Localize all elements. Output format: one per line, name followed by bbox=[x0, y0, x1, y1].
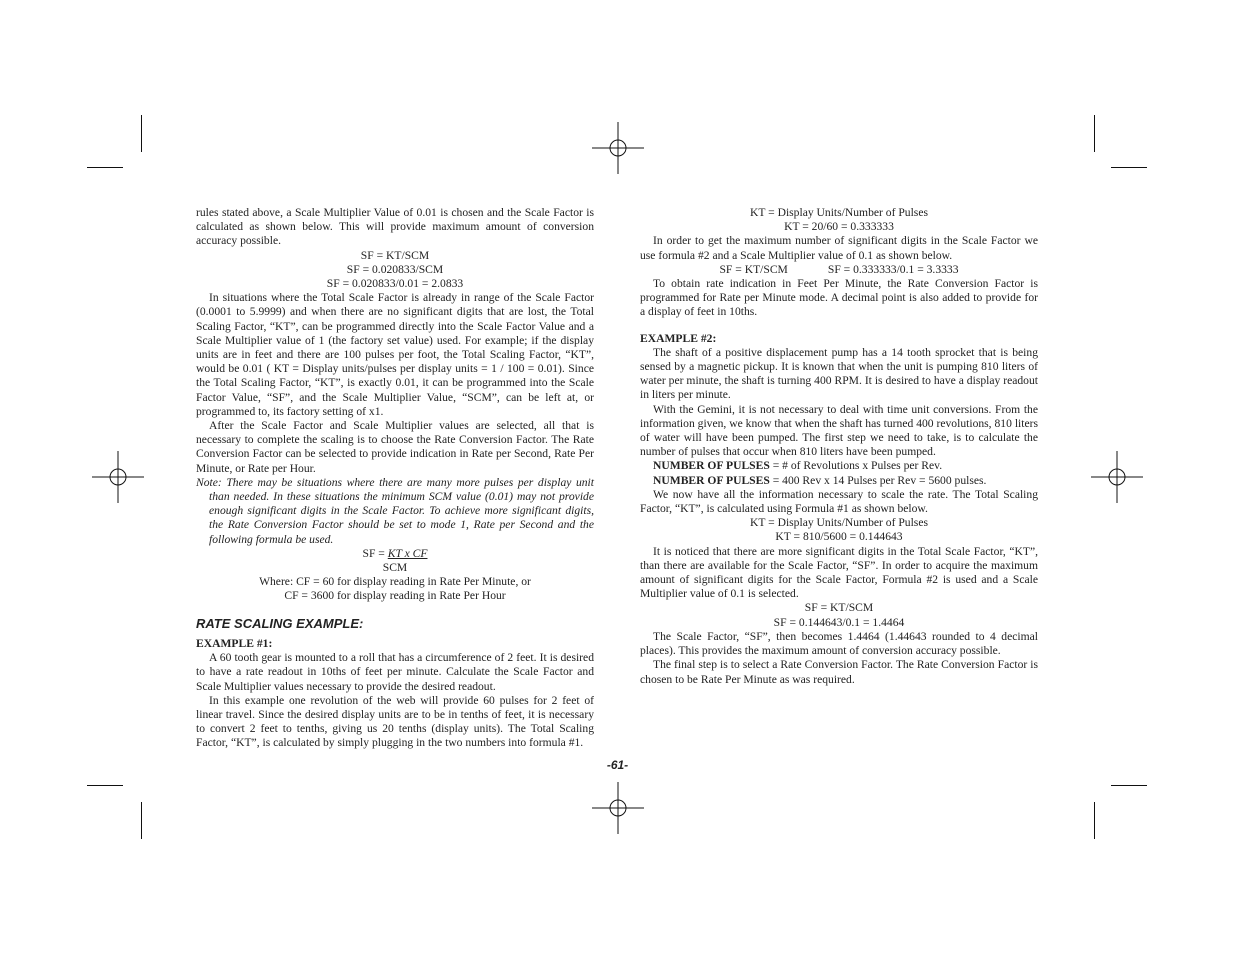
pulses-label: NUMBER OF PULSES bbox=[653, 473, 770, 487]
formula-line: SF = 0.020833/0.01 = 2.0833 bbox=[326, 277, 464, 291]
crop-mark-top-left-v bbox=[141, 115, 142, 152]
paragraph: To obtain rate indication in Feet Per Minute, the Rate Conversion Factor is programmed for Rate per Minute mode. A decimal point is also added to provide for a display of feet in 10ths. bbox=[640, 277, 1038, 319]
paragraph: The shaft of a positive displacement pump has a 14 tooth sprocket that is being sensed by a magnetic pickup. It is known that when the unit is pumping 810 liters of water per minute, the shaft is turning 400 RPM. It is desired to have a display readout in liters per minute. bbox=[640, 345, 1038, 402]
note: Note: There may be situations where there are many more pulses per display unit than needed. In these situations the minimum SCM value (0.01) may not provide enough significant digits in the Scale Factor. To achieve more significant digits, the Rate Conversion Factor should be set to mode 1, Rate per Second and the following formula be used. bbox=[196, 475, 594, 546]
crop-mark-top-right-h bbox=[1111, 167, 1147, 168]
crop-mark-bottom-right-v bbox=[1094, 802, 1095, 839]
formula-line: SF = KT/SCM bbox=[804, 601, 874, 615]
paragraph: After the Scale Factor and Scale Multiplier values are selected, all that is necessary to complete the scaling is to choose the Rate Conversion Factor. The Rate Conversion Factor can be selected to provide indication in Rate per Second, Rate Per Minute, or Rate per Hour. bbox=[196, 419, 594, 475]
formula-line: KT = 20/60 = 0.333333 bbox=[784, 220, 894, 234]
paragraph: It is noticed that there are more significant digits in the Total Scale Factor, “KT”, than there are available for the Scale Factor, “SF”. In order to acquire the maximum amount of significant digits for the Scale Factor, Formula #2 is used and a Scale Multiplier value of 0.1 is selected. bbox=[640, 544, 1038, 601]
paragraph: The final step is to select a Rate Conversion Factor. The Rate Conversion Factor is chosen to be Rate Per Minute as was required. bbox=[640, 658, 1038, 686]
paragraph: In situations where the Total Scale Factor is already in range of the Scale Factor (0.0001 to 5.9999) and when there are no significant digits that are lost, the Total Scaling Factor, “KT”, can be programmed directly into the Scale Factor Value and a Scale Multiplier value of 1 (the factory set value) used. For example; if the display units are in feet and there are 100 pulses per foot, the Total Scaling Factor, “KT”, would be 0.01 ( KT = Display units/pulses per display units = 1 / 100 = 0.01). Since the Total Scaling Factor, “KT”, is exactly 0.01, it can be programmed into the Scale Factor Value, “SF”, and the Scale Multiplier Value, “SCM”, can be left at, or programmed to, its factory setting of x1. bbox=[196, 291, 594, 418]
right-column bbox=[640, 206, 1038, 687]
pulses-line bbox=[640, 474, 1038, 488]
formula-part: SF = 0.333333/0.1 = 3.3333 bbox=[827, 262, 959, 276]
pulses-line bbox=[640, 459, 1038, 473]
registration-mark-left-icon bbox=[92, 451, 144, 503]
formula-numerator: KT x CF bbox=[387, 546, 428, 560]
formula-line bbox=[640, 263, 1038, 277]
left-column bbox=[196, 206, 594, 751]
example-heading: EXAMPLE #2: bbox=[640, 331, 717, 345]
formula-denominator: SCM bbox=[382, 561, 408, 575]
registration-mark-right-icon bbox=[1091, 451, 1143, 503]
crop-mark-bottom-left-v bbox=[141, 802, 142, 839]
formula-line: Where: CF = 60 for display reading in Rate Per Minute, or bbox=[259, 575, 531, 589]
page-number: -61- bbox=[606, 758, 629, 772]
crop-mark-top-right-v bbox=[1094, 115, 1095, 152]
formula-line: KT = Display Units/Number of Pulses bbox=[750, 516, 928, 530]
registration-mark-top-icon bbox=[592, 122, 644, 174]
section-heading: RATE SCALING EXAMPLE: bbox=[196, 615, 364, 631]
formula-prefix: SF = bbox=[362, 546, 388, 560]
paragraph: We now have all the information necessary to scale the rate. The Total Scaling Factor, “KT”, is calculated using Formula #1 as shown below. bbox=[640, 487, 1038, 516]
crop-mark-bottom-right-h bbox=[1111, 785, 1147, 786]
formula-line: SF = KT/SCM bbox=[360, 248, 430, 262]
registration-mark-bottom-icon bbox=[592, 782, 644, 834]
paragraph: A 60 tooth gear is mounted to a roll that has a circumference of 2 feet. It is desired to have a rate readout in 10ths of feet per minute. Calculate the Scale Factor and Scale Multiplier values necessary to provide the desired readout. bbox=[196, 651, 594, 693]
paragraph: With the Gemini, it is not necessary to deal with time unit conversions. From the information given, we know that when the shaft has turned 400 revolutions, 810 liters of water will have been pumped. The first step we need to take, is to calculate the number of pulses that occur when 810 liters have been pumped. bbox=[640, 402, 1038, 459]
pulses-label: NUMBER OF PULSES bbox=[653, 459, 770, 473]
paragraph: In order to get the maximum number of significant digits in the Scale Factor we use formula #2 and a Scale Multiplier value of 0.1 as shown below. bbox=[640, 234, 1038, 262]
formula-line: SF = 0.144643/0.1 = 1.4464 bbox=[773, 615, 905, 629]
formula-line: KT = 810/5600 = 0.144643 bbox=[775, 530, 903, 544]
paragraph: The Scale Factor, “SF”, then becomes 1.4464 (1.44643 rounded to 4 decimal places). This provides the maximum amount of conversion accuracy possible. bbox=[640, 629, 1038, 658]
crop-mark-top-left-h bbox=[87, 167, 123, 168]
formula-part: SF = KT/SCM bbox=[719, 262, 788, 276]
paragraph: rules stated above, a Scale Multiplier Value of 0.01 is chosen and the Scale Factor is calculated as shown below. This will provide maximum amount of conversion accuracy possible. bbox=[196, 206, 594, 248]
formula-line: CF = 3600 for display reading in Rate Per Hour bbox=[284, 589, 506, 603]
formula-line: KT = Display Units/Number of Pulses bbox=[750, 206, 928, 219]
example-heading: EXAMPLE #1: bbox=[196, 636, 273, 650]
formula-line bbox=[196, 547, 594, 561]
formula-line: SF = 0.020833/SCM bbox=[346, 262, 444, 276]
paragraph: In this example one revolution of the web will provide 60 pulses for 2 feet of linear travel. Since the desired display units are to be in tenths of feet, it is necessary to convert 2 feet to tenths, giving us 20 tenths (display units). The Total Scaling Factor, “KT”, is calculated by simply plugging in the two numbers into formula #1. bbox=[196, 693, 594, 750]
pulses-text: = 400 Rev x 14 Pulses per Rev = 5600 pulses. bbox=[769, 473, 987, 487]
pulses-text: = # of Revolutions x Pulses per Rev. bbox=[769, 459, 943, 473]
crop-mark-bottom-left-h bbox=[87, 785, 123, 786]
